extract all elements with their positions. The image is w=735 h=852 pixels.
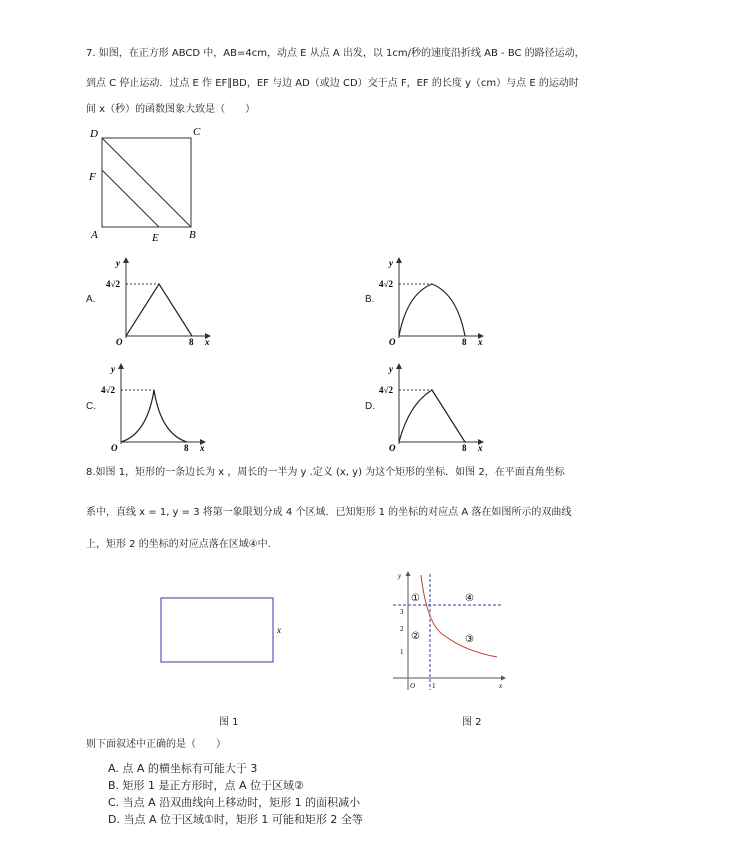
axis-x-label: x: [200, 443, 205, 452]
end-label: 8: [189, 337, 194, 346]
axes: [123, 257, 211, 339]
label-d: D: [90, 128, 98, 140]
label-e: E: [152, 232, 159, 244]
axes: [118, 363, 206, 445]
square-figure: [86, 124, 206, 246]
choice-b[interactable]: B. 矩形 1 是正方形时，点 A 位于区域②: [108, 779, 304, 792]
option-d-letter: D.: [365, 401, 375, 412]
label-a: A: [91, 229, 98, 241]
peak-label: 4√2: [101, 385, 115, 395]
segment-ef: [102, 170, 159, 227]
peak-label: 4√2: [106, 279, 120, 289]
figure-1-rectangle: [156, 594, 296, 668]
graph-curve: [399, 284, 465, 336]
axis-y-label: y: [111, 364, 115, 374]
q8-line3: 上，矩形 2 的坐标的对应点落在区域④中.: [86, 539, 271, 550]
option-b-graph[interactable]: [377, 254, 489, 346]
axes: [396, 257, 484, 339]
hyperbola-curve: [421, 575, 497, 657]
end-label: 8: [184, 443, 189, 452]
choice-d[interactable]: D. 当点 A 位于区域①时，矩形 1 可能和矩形 2 全等: [108, 813, 363, 826]
region-2: ②: [411, 631, 420, 642]
q7-line3: 间 x（秒）的函数图象大致是（ ）: [86, 104, 256, 115]
origin-label: O: [389, 337, 396, 346]
option-b-letter: B.: [365, 294, 375, 305]
q8-line1: 8.如图 1，矩形的一条边长为 x ，周长的一半为 y .定义 (x, y) 为这个矩形的坐标．如图 2，在平面直角坐标: [86, 467, 565, 478]
graph-curve: [121, 390, 187, 442]
option-c-graph[interactable]: [99, 360, 211, 452]
peak-label: 4√2: [379, 279, 393, 289]
origin-label: O: [116, 337, 123, 346]
origin-label: O: [111, 443, 118, 452]
label-c: C: [193, 126, 201, 138]
option-d-graph[interactable]: [377, 360, 489, 452]
origin-label: O: [389, 443, 396, 452]
x-axis-label: x: [499, 682, 503, 690]
figure-2-plane: [385, 566, 510, 696]
x-tick-1: 1: [432, 682, 436, 690]
fig1-caption: 图 1: [219, 717, 239, 728]
fig2-caption: 图 2: [462, 717, 482, 728]
tick-3: 3: [400, 608, 404, 616]
option-a-graph[interactable]: [104, 254, 216, 346]
axis-x-label: x: [478, 443, 483, 452]
rectangle: [161, 598, 273, 662]
option-a-letter: A.: [86, 294, 96, 305]
y-axis-label: y: [398, 572, 402, 580]
diagonal-bd: [102, 138, 191, 227]
graph-curve: [126, 284, 192, 336]
axes: [396, 363, 484, 445]
choice-a[interactable]: A. 点 A 的横坐标有可能大于 3: [108, 762, 258, 775]
tick-1: 1: [400, 648, 404, 656]
region-3: ③: [465, 634, 474, 645]
axis-y-label: y: [116, 258, 120, 268]
label-b: B: [189, 229, 196, 241]
axis-y-label: y: [389, 364, 393, 374]
axis-x-label: x: [205, 337, 210, 346]
option-c-letter: C.: [86, 401, 96, 412]
end-label: 8: [462, 337, 467, 346]
peak-label: 4√2: [379, 385, 393, 395]
rectangle-side-label: x: [277, 625, 281, 635]
region-1: ①: [411, 593, 420, 604]
tick-2: 2: [400, 625, 404, 633]
origin-label: O: [410, 682, 416, 690]
axis-y-label: y: [389, 258, 393, 268]
graph-curve: [399, 390, 465, 442]
q7-line2: 到点 C 停止运动．过点 E 作 EF∥BD，EF 与边 AD（或边 CD）交于点 F，EF 的长度 y（cm）与点 E 的运动时: [86, 78, 579, 89]
choice-c[interactable]: C. 当点 A 沿双曲线向上移动时，矩形 1 的面积减小: [108, 796, 361, 809]
q8-prompt: 则下面叙述中正确的是（ ）: [86, 739, 226, 750]
axis-x-label: x: [478, 337, 483, 346]
label-f: F: [89, 171, 96, 183]
q8-line2: 系中，直线 x = 1, y = 3 将第一象限划分成 4 个区域．已知矩形 1 的坐标的对应点 A 落在如图所示的双曲线: [86, 507, 572, 518]
region-4: ④: [465, 593, 474, 604]
end-label: 8: [462, 443, 467, 452]
q7-line1: 7. 如图，在正方形 ABCD 中，AB=4cm，动点 E 从点 A 出发，以 1cm/秒的速度沿折线 AB - BC 的路径运动，: [86, 48, 585, 59]
